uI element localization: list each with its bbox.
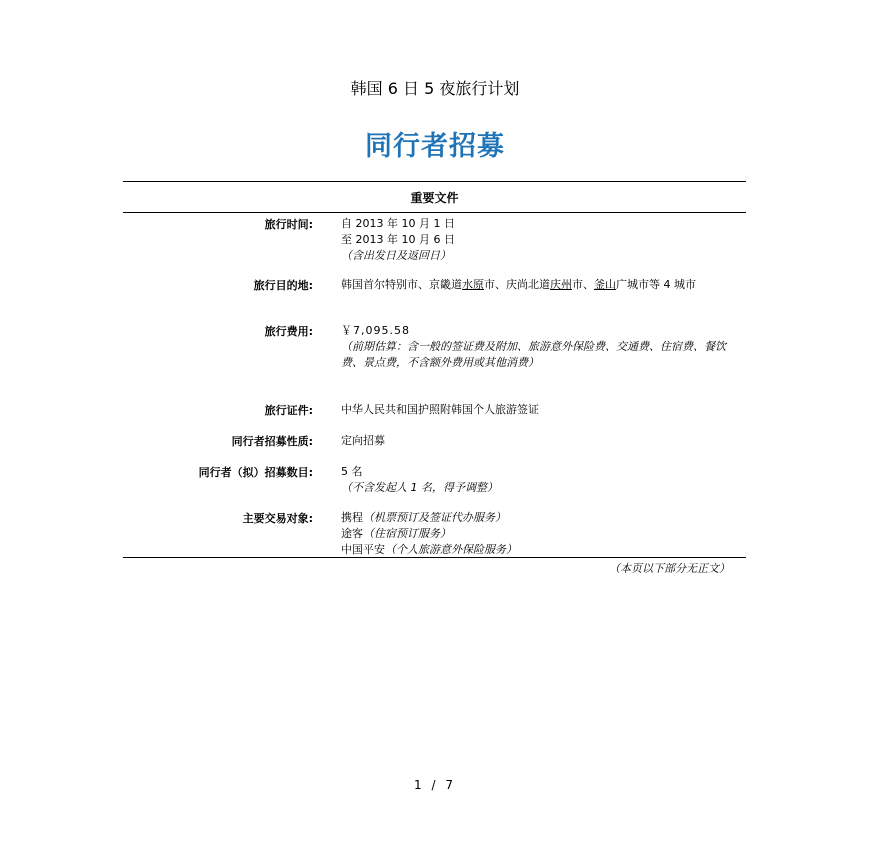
top-rule [123, 181, 746, 182]
cost-amount: ￥7,095.58 [341, 324, 410, 337]
section-heading: 重要文件 [410, 191, 459, 205]
time-start: 自 2013 年 10 月 1 日 [341, 217, 455, 230]
dest-underlined: 水原 [462, 278, 484, 291]
label-destination: 旅行目的地: [253, 279, 313, 292]
value-destination [341, 277, 741, 293]
count-text: 5 名 [341, 465, 363, 478]
dest-underlined: 庆州 [550, 278, 572, 291]
bottom-rule [123, 557, 746, 558]
value-recruit-nature [341, 433, 741, 449]
count-note: （不含发起人 1 名，得予调整） [341, 481, 498, 494]
document-title: 同行者招募 [365, 131, 505, 162]
heading-rule [123, 212, 746, 213]
label-partners: 主要交易对象: [242, 512, 313, 525]
label-documents: 旅行证件: [264, 404, 313, 417]
nature-text: 定向招募 [341, 434, 385, 447]
partner-item: 中国平安（个人旅游意外保险服务） [341, 543, 517, 556]
time-note: （含出发日及返回日） [341, 249, 451, 262]
label-travel-time: 旅行时间: [264, 218, 313, 231]
label-recruit-count: 同行者（拟）招募数目: [198, 466, 313, 479]
partner-item: 途客（住宿预订服务） [341, 527, 451, 540]
dest-part: 市、庆尚北道 [484, 278, 550, 291]
label-cost: 旅行费用: [264, 325, 313, 338]
label-recruit-nature: 同行者招募性质: [231, 435, 313, 448]
value-documents [341, 402, 741, 418]
value-recruit-count [341, 464, 741, 496]
cost-note: （前期估算：含一般的签证费及附加、旅游意外保险费、交通费、住宿费、餐饮费、景点费，不含额外费用或其他消费） [341, 340, 726, 369]
footnote: （本页以下部分无正文） [609, 562, 730, 575]
time-end: 至 2013 年 10 月 6 日 [341, 233, 455, 246]
dest-part: 广城市等 4 城市 [616, 278, 696, 291]
value-partners [341, 510, 741, 558]
partner-item: 携程（机票预订及签证代办服务） [341, 511, 506, 524]
dest-underlined: 釜山 [594, 278, 616, 291]
dest-part: 市、 [572, 278, 594, 291]
page-number: 1 / 7 [414, 778, 456, 792]
document-subtitle: 韩国 6 日 5 夜旅行计划 [350, 79, 520, 98]
value-cost [341, 323, 741, 371]
documents-text: 中华人民共和国护照附韩国个人旅游签证 [341, 403, 539, 416]
value-travel-time [341, 216, 741, 264]
dest-part: 韩国首尔特别市、京畿道 [341, 278, 462, 291]
